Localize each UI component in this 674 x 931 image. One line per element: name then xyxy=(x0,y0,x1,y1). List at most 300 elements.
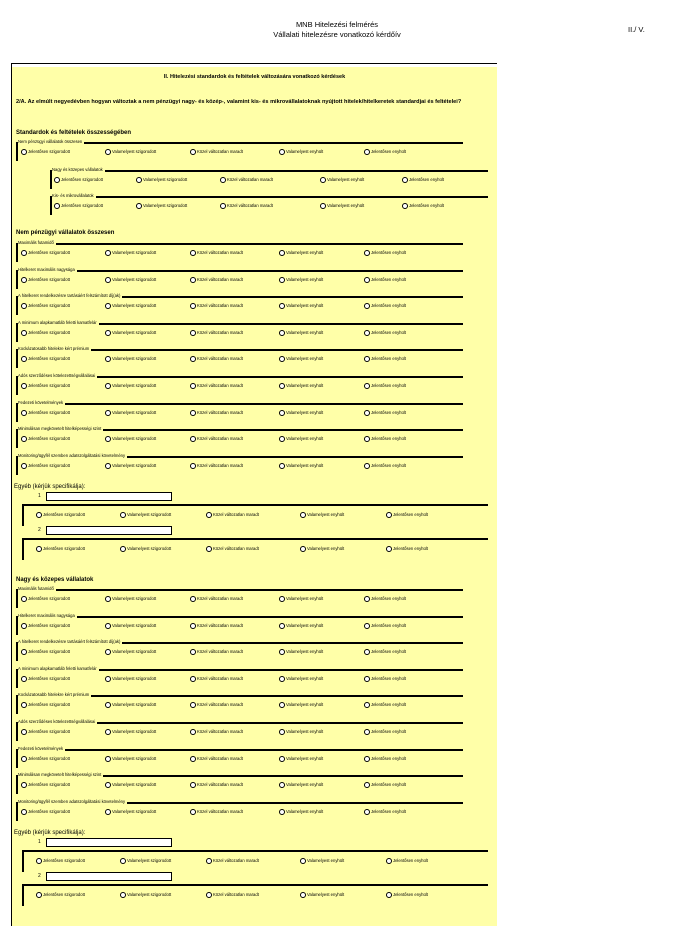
heading-large-medium: Nagy és közepes vállalatok xyxy=(16,577,94,583)
radio-option[interactable] xyxy=(364,676,406,682)
radio-option[interactable] xyxy=(279,809,323,815)
radio-circle-icon[interactable] xyxy=(21,676,27,682)
radio-option[interactable] xyxy=(279,277,323,283)
radio-option[interactable] xyxy=(190,463,243,469)
radio-circle-icon[interactable] xyxy=(279,277,285,283)
radio-option[interactable] xyxy=(105,436,156,442)
radio-option[interactable] xyxy=(190,809,243,815)
radio-option[interactable] xyxy=(279,303,323,309)
radio-option[interactable] xyxy=(279,463,323,469)
radio-circle-icon[interactable] xyxy=(320,203,326,209)
radio-circle-icon[interactable] xyxy=(190,809,196,815)
radio-circle-icon[interactable] xyxy=(364,250,370,256)
radio-circle-icon[interactable] xyxy=(190,383,196,389)
radio-option[interactable] xyxy=(364,463,406,469)
radio-circle-icon[interactable] xyxy=(300,892,306,898)
radio-circle-icon[interactable] xyxy=(21,356,27,362)
radio-option[interactable] xyxy=(36,546,85,552)
radio-circle-icon[interactable] xyxy=(21,649,27,655)
radio-option[interactable] xyxy=(105,463,156,469)
radio-option[interactable] xyxy=(364,809,406,815)
radio-option[interactable] xyxy=(364,303,406,309)
radio-circle-icon[interactable] xyxy=(105,383,111,389)
radio-circle-icon[interactable] xyxy=(105,649,111,655)
radio-circle-icon[interactable] xyxy=(364,410,370,416)
radio-option[interactable] xyxy=(364,250,406,256)
radio-option[interactable] xyxy=(190,330,243,336)
radio-circle-icon[interactable] xyxy=(190,782,196,788)
group-label: Kis- és mikrovállalatok xyxy=(52,193,94,198)
radio-circle-icon[interactable] xyxy=(364,702,370,708)
radio-option[interactable] xyxy=(21,436,70,442)
radio-circle-icon[interactable] xyxy=(206,512,212,518)
radio-option[interactable] xyxy=(279,383,323,389)
radio-option-label: Jelentősen enyhült xyxy=(393,546,428,552)
radio-option[interactable] xyxy=(402,177,444,183)
radio-option[interactable] xyxy=(21,356,70,362)
radio-circle-icon[interactable] xyxy=(364,623,370,629)
radio-option[interactable] xyxy=(279,356,323,362)
radio-option[interactable] xyxy=(206,546,259,552)
radio-circle-icon[interactable] xyxy=(190,277,196,283)
radio-option[interactable] xyxy=(206,512,259,518)
radio-option[interactable] xyxy=(300,512,344,518)
radio-circle-icon[interactable] xyxy=(364,649,370,655)
radio-circle-icon[interactable] xyxy=(105,330,111,336)
radio-option-label: Valamelyest enyhült xyxy=(286,329,324,335)
radio-circle-icon[interactable] xyxy=(190,149,196,155)
radio-circle-icon[interactable] xyxy=(364,356,370,362)
radio-option[interactable] xyxy=(105,809,156,815)
radio-circle-icon[interactable] xyxy=(36,858,42,864)
radio-option[interactable] xyxy=(364,149,406,155)
group-large-medium-item xyxy=(16,774,463,794)
radio-circle-icon[interactable] xyxy=(364,676,370,682)
radio-option[interactable] xyxy=(190,250,243,256)
radio-option[interactable] xyxy=(21,782,70,788)
radio-circle-icon[interactable] xyxy=(190,729,196,735)
group-label: A minimum alapkamatláb feletti kamatfelár xyxy=(18,319,97,325)
page-number: II./ V. xyxy=(628,25,645,34)
radio-circle-icon[interactable] xyxy=(279,149,285,155)
radio-option[interactable] xyxy=(386,858,428,864)
group-nonfinancial-item xyxy=(16,375,463,395)
radio-option[interactable] xyxy=(21,702,70,708)
radio-circle-icon[interactable] xyxy=(279,250,285,256)
radio-circle-icon[interactable] xyxy=(105,809,111,815)
radio-option[interactable] xyxy=(364,729,406,735)
radio-option[interactable] xyxy=(279,596,323,602)
radio-option[interactable] xyxy=(386,892,428,898)
radio-circle-icon[interactable] xyxy=(54,177,60,183)
radio-circle-icon[interactable] xyxy=(206,858,212,864)
radio-option[interactable] xyxy=(279,702,323,708)
radio-option[interactable] xyxy=(105,676,156,682)
other-number: 1 xyxy=(38,839,41,845)
radio-circle-icon[interactable] xyxy=(300,858,306,864)
radio-option[interactable] xyxy=(279,649,323,655)
radio-option[interactable] xyxy=(21,756,70,762)
radio-circle-icon[interactable] xyxy=(105,623,111,629)
radio-option[interactable] xyxy=(364,383,406,389)
radio-option[interactable] xyxy=(364,623,406,629)
radio-option-label: Jelentősen szigorodott xyxy=(28,409,70,415)
radio-circle-icon[interactable] xyxy=(21,623,27,629)
radio-circle-icon[interactable] xyxy=(21,303,27,309)
radio-option[interactable] xyxy=(190,303,243,309)
radio-option[interactable] xyxy=(364,649,406,655)
radio-option-label: Valamelyest enyhült xyxy=(286,782,324,788)
radio-circle-icon[interactable] xyxy=(105,277,111,283)
radio-option-label: Valamelyest szigorodott xyxy=(112,596,157,602)
radio-option[interactable] xyxy=(206,892,259,898)
radio-circle-icon[interactable] xyxy=(364,330,370,336)
radio-circle-icon[interactable] xyxy=(364,782,370,788)
radio-circle-icon[interactable] xyxy=(120,892,126,898)
radio-option-label: Valamelyest enyhült xyxy=(307,546,345,552)
radio-option[interactable] xyxy=(54,203,103,209)
radio-circle-icon[interactable] xyxy=(36,546,42,552)
radio-option[interactable] xyxy=(190,649,243,655)
radio-option[interactable] xyxy=(364,330,406,336)
radio-option[interactable] xyxy=(105,149,156,155)
radio-option[interactable] xyxy=(105,383,156,389)
radio-circle-icon[interactable] xyxy=(190,676,196,682)
radio-circle-icon[interactable] xyxy=(279,702,285,708)
radio-circle-icon[interactable] xyxy=(105,596,111,602)
radio-option[interactable] xyxy=(105,649,156,655)
radio-circle-icon[interactable] xyxy=(21,463,27,469)
radio-option-label: Jelentősen szigorodott xyxy=(28,596,70,602)
radio-option[interactable] xyxy=(190,410,243,416)
radio-option[interactable] xyxy=(120,546,171,552)
radio-option[interactable] xyxy=(36,892,85,898)
other-specify-input[interactable] xyxy=(46,838,172,847)
radio-option[interactable] xyxy=(54,177,103,183)
radio-circle-icon[interactable] xyxy=(190,303,196,309)
radio-option-label: Valamelyest enyhült xyxy=(286,808,324,814)
radio-circle-icon[interactable] xyxy=(36,892,42,898)
radio-option[interactable] xyxy=(279,436,323,442)
radio-circle-icon[interactable] xyxy=(279,383,285,389)
radio-circle-icon[interactable] xyxy=(190,330,196,336)
radio-circle-icon[interactable] xyxy=(190,702,196,708)
radio-circle-icon[interactable] xyxy=(190,756,196,762)
radio-circle-icon[interactable] xyxy=(105,463,111,469)
radio-circle-icon[interactable] xyxy=(21,436,27,442)
radio-option-label: Közel változatlan maradt xyxy=(197,755,243,761)
radio-circle-icon[interactable] xyxy=(21,596,27,602)
radio-circle-icon[interactable] xyxy=(21,729,27,735)
group-label: Monitoring/ügyfél szemben adatszolgáltatási követelmény xyxy=(18,452,126,458)
other-specify-input[interactable] xyxy=(46,526,172,535)
radio-circle-icon[interactable] xyxy=(279,410,285,416)
radio-option[interactable] xyxy=(105,702,156,708)
radio-option[interactable] xyxy=(279,756,323,762)
radio-option[interactable] xyxy=(21,463,70,469)
radio-option[interactable] xyxy=(190,596,243,602)
radio-circle-icon[interactable] xyxy=(120,858,126,864)
radio-option[interactable] xyxy=(21,303,70,309)
radio-option[interactable] xyxy=(21,729,70,735)
radio-circle-icon[interactable] xyxy=(105,250,111,256)
radio-circle-icon[interactable] xyxy=(279,596,285,602)
radio-option[interactable] xyxy=(21,410,70,416)
group-nonfinancial-item xyxy=(16,399,463,422)
radio-option[interactable] xyxy=(364,356,406,362)
radio-circle-icon[interactable] xyxy=(105,702,111,708)
radio-circle-icon[interactable] xyxy=(279,809,285,815)
radio-circle-icon[interactable] xyxy=(206,892,212,898)
radio-option[interactable] xyxy=(21,809,70,815)
radio-option[interactable] xyxy=(105,596,156,602)
radio-option[interactable] xyxy=(190,149,243,155)
radio-circle-icon[interactable] xyxy=(386,892,392,898)
radio-option[interactable] xyxy=(105,330,156,336)
radio-option[interactable] xyxy=(279,782,323,788)
radio-option[interactable] xyxy=(279,729,323,735)
group-overall-total xyxy=(16,141,463,161)
radio-option[interactable] xyxy=(105,729,156,735)
other-specify-input[interactable] xyxy=(46,492,172,501)
group-large-medium-item xyxy=(16,612,463,635)
group-nonfinancial-item xyxy=(16,266,463,289)
radio-option[interactable] xyxy=(136,177,187,183)
other-specify-input[interactable] xyxy=(46,872,172,881)
radio-circle-icon[interactable] xyxy=(21,782,27,788)
radio-circle-icon[interactable] xyxy=(21,383,27,389)
radio-circle-icon[interactable] xyxy=(364,303,370,309)
radio-option-label: Jelentősen szigorodott xyxy=(28,702,70,708)
radio-option[interactable] xyxy=(105,410,156,416)
radio-option-label: Jelentősen szigorodott xyxy=(28,808,70,814)
radio-option[interactable] xyxy=(364,596,406,602)
radio-option[interactable] xyxy=(320,177,364,183)
radio-circle-icon[interactable] xyxy=(120,546,126,552)
radio-option[interactable] xyxy=(21,623,70,629)
radio-circle-icon[interactable] xyxy=(364,756,370,762)
radio-circle-icon[interactable] xyxy=(21,410,27,416)
group-label: Nem pénzügyi vállalatok összesen xyxy=(18,139,83,144)
radio-option[interactable] xyxy=(190,623,243,629)
radio-circle-icon[interactable] xyxy=(300,546,306,552)
radio-circle-icon[interactable] xyxy=(190,250,196,256)
radio-circle-icon[interactable] xyxy=(21,250,27,256)
radio-option[interactable] xyxy=(364,702,406,708)
radio-option[interactable] xyxy=(386,546,428,552)
radio-option[interactable] xyxy=(364,277,406,283)
radio-option-label: Valamelyest enyhült xyxy=(307,858,345,864)
radio-option[interactable] xyxy=(364,782,406,788)
radio-circle-icon[interactable] xyxy=(21,330,27,336)
radio-circle-icon[interactable] xyxy=(364,596,370,602)
radio-option[interactable] xyxy=(190,782,243,788)
radio-circle-icon[interactable] xyxy=(279,649,285,655)
radio-circle-icon[interactable] xyxy=(320,177,326,183)
radio-circle-icon[interactable] xyxy=(105,303,111,309)
radio-option[interactable] xyxy=(120,892,171,898)
radio-option-label: Valamelyest szigorodott xyxy=(127,512,172,518)
radio-circle-icon[interactable] xyxy=(190,436,196,442)
group-large-medium-item xyxy=(16,641,463,661)
radio-option[interactable] xyxy=(190,756,243,762)
radio-circle-icon[interactable] xyxy=(120,512,126,518)
radio-circle-icon[interactable] xyxy=(21,756,27,762)
group-large-medium-item xyxy=(16,745,463,768)
radio-option[interactable] xyxy=(21,649,70,655)
group-label: Adós szerződéses kötelezettségvállalásai xyxy=(18,719,96,724)
radio-circle-icon[interactable] xyxy=(300,512,306,518)
radio-option[interactable] xyxy=(21,149,70,155)
radio-option[interactable] xyxy=(220,177,273,183)
radio-option[interactable] xyxy=(300,546,344,552)
radio-option[interactable] xyxy=(105,782,156,788)
group-nonfinancial-item xyxy=(16,319,463,342)
radio-option-label: Közel változatlan maradt xyxy=(197,276,243,282)
radio-circle-icon[interactable] xyxy=(279,356,285,362)
radio-option[interactable] xyxy=(279,410,323,416)
radio-circle-icon[interactable] xyxy=(279,463,285,469)
group-label: Fedezeti követelmények xyxy=(18,399,64,405)
radio-option[interactable] xyxy=(105,623,156,629)
radio-option-label: Közel változatlan maradt xyxy=(197,303,243,309)
radio-circle-icon[interactable] xyxy=(190,463,196,469)
radio-option[interactable] xyxy=(105,356,156,362)
radio-circle-icon[interactable] xyxy=(279,623,285,629)
radio-option-label: Közel változatlan maradt xyxy=(197,383,243,389)
radio-option[interactable] xyxy=(36,858,85,864)
radio-option[interactable] xyxy=(190,436,243,442)
radio-option-label: Jelentősen szigorodott xyxy=(28,383,70,389)
radio-option[interactable] xyxy=(21,250,70,256)
other-label: Egyéb (kérjük specifikálja): xyxy=(14,830,86,836)
radio-option[interactable] xyxy=(364,436,406,442)
radio-option[interactable] xyxy=(190,356,243,362)
radio-circle-icon[interactable] xyxy=(105,410,111,416)
radio-option[interactable] xyxy=(190,729,243,735)
radio-option[interactable] xyxy=(21,277,70,283)
radio-circle-icon[interactable] xyxy=(364,149,370,155)
radio-option[interactable] xyxy=(386,512,428,518)
radio-circle-icon[interactable] xyxy=(279,729,285,735)
radio-option[interactable] xyxy=(120,512,171,518)
radio-circle-icon[interactable] xyxy=(190,356,196,362)
radio-option[interactable] xyxy=(279,330,323,336)
radio-option-label: Jelentősen szigorodott xyxy=(61,177,103,183)
radio-option[interactable] xyxy=(320,203,364,209)
radio-circle-icon[interactable] xyxy=(386,546,392,552)
radio-circle-icon[interactable] xyxy=(279,676,285,682)
radio-option[interactable] xyxy=(279,250,323,256)
radio-option[interactable] xyxy=(300,858,344,864)
radio-option[interactable] xyxy=(206,858,259,864)
radio-circle-icon[interactable] xyxy=(279,303,285,309)
radio-option[interactable] xyxy=(36,512,85,518)
radio-circle-icon[interactable] xyxy=(105,782,111,788)
radio-circle-icon[interactable] xyxy=(105,729,111,735)
radio-circle-icon[interactable] xyxy=(220,203,226,209)
radio-circle-icon[interactable] xyxy=(105,436,111,442)
radio-option[interactable] xyxy=(300,892,344,898)
radio-option[interactable] xyxy=(120,858,171,864)
radio-option[interactable] xyxy=(364,410,406,416)
radio-circle-icon[interactable] xyxy=(364,809,370,815)
radio-option[interactable] xyxy=(105,303,156,309)
radio-circle-icon[interactable] xyxy=(364,436,370,442)
group-label: Maximális futamidő xyxy=(18,240,54,245)
radio-circle-icon[interactable] xyxy=(279,330,285,336)
radio-option[interactable] xyxy=(21,330,70,336)
radio-option[interactable] xyxy=(105,277,156,283)
radio-circle-icon[interactable] xyxy=(36,512,42,518)
radio-option-label: Közel változatlan maradt xyxy=(197,596,243,602)
group-large-medium-item xyxy=(16,798,463,821)
radio-option[interactable] xyxy=(279,623,323,629)
radio-circle-icon[interactable] xyxy=(105,149,111,155)
radio-circle-icon[interactable] xyxy=(105,756,111,762)
radio-circle-icon[interactable] xyxy=(386,512,392,518)
radio-circle-icon[interactable] xyxy=(21,277,27,283)
group-large-medium-item xyxy=(16,721,463,741)
radio-circle-icon[interactable] xyxy=(190,596,196,602)
radio-circle-icon[interactable] xyxy=(21,702,27,708)
radio-circle-icon[interactable] xyxy=(105,676,111,682)
radio-option[interactable] xyxy=(190,277,243,283)
radio-option[interactable] xyxy=(21,596,70,602)
radio-circle-icon[interactable] xyxy=(364,729,370,735)
radio-circle-icon[interactable] xyxy=(279,436,285,442)
radio-circle-icon[interactable] xyxy=(364,383,370,389)
radio-option[interactable] xyxy=(402,203,444,209)
radio-option[interactable] xyxy=(105,250,156,256)
radio-circle-icon[interactable] xyxy=(386,858,392,864)
radio-option-label: Jelentősen szigorodott xyxy=(43,512,85,518)
radio-circle-icon[interactable] xyxy=(364,277,370,283)
radio-circle-icon[interactable] xyxy=(364,463,370,469)
radio-circle-icon[interactable] xyxy=(136,203,142,209)
radio-circle-icon[interactable] xyxy=(136,177,142,183)
radio-circle-icon[interactable] xyxy=(21,149,27,155)
group-label: A minimum alapkamatláb feletti kamatfelár xyxy=(18,665,97,671)
radio-circle-icon[interactable] xyxy=(54,203,60,209)
radio-circle-icon[interactable] xyxy=(206,546,212,552)
radio-option[interactable] xyxy=(220,203,273,209)
radio-circle-icon[interactable] xyxy=(190,410,196,416)
radio-option[interactable] xyxy=(136,203,187,209)
radio-option[interactable] xyxy=(364,756,406,762)
radio-circle-icon[interactable] xyxy=(190,649,196,655)
radio-option[interactable] xyxy=(190,702,243,708)
radio-circle-icon[interactable] xyxy=(402,177,408,183)
radio-option[interactable] xyxy=(21,383,70,389)
radio-option[interactable] xyxy=(279,676,323,682)
radio-option[interactable] xyxy=(105,756,156,762)
radio-option[interactable] xyxy=(190,383,243,389)
radio-option-label: Jelentősen enyhült xyxy=(371,250,406,256)
radio-circle-icon[interactable] xyxy=(220,177,226,183)
radio-circle-icon[interactable] xyxy=(402,203,408,209)
radio-option-label: Közel változatlan maradt xyxy=(213,892,259,898)
radio-circle-icon[interactable] xyxy=(21,809,27,815)
radio-option[interactable] xyxy=(279,149,323,155)
radio-option[interactable] xyxy=(190,676,243,682)
radio-option[interactable] xyxy=(21,676,70,682)
radio-circle-icon[interactable] xyxy=(190,623,196,629)
radio-circle-icon[interactable] xyxy=(279,756,285,762)
radio-circle-icon[interactable] xyxy=(279,782,285,788)
radio-circle-icon[interactable] xyxy=(105,356,111,362)
radio-option-label: Valamelyest enyhült xyxy=(307,892,345,898)
